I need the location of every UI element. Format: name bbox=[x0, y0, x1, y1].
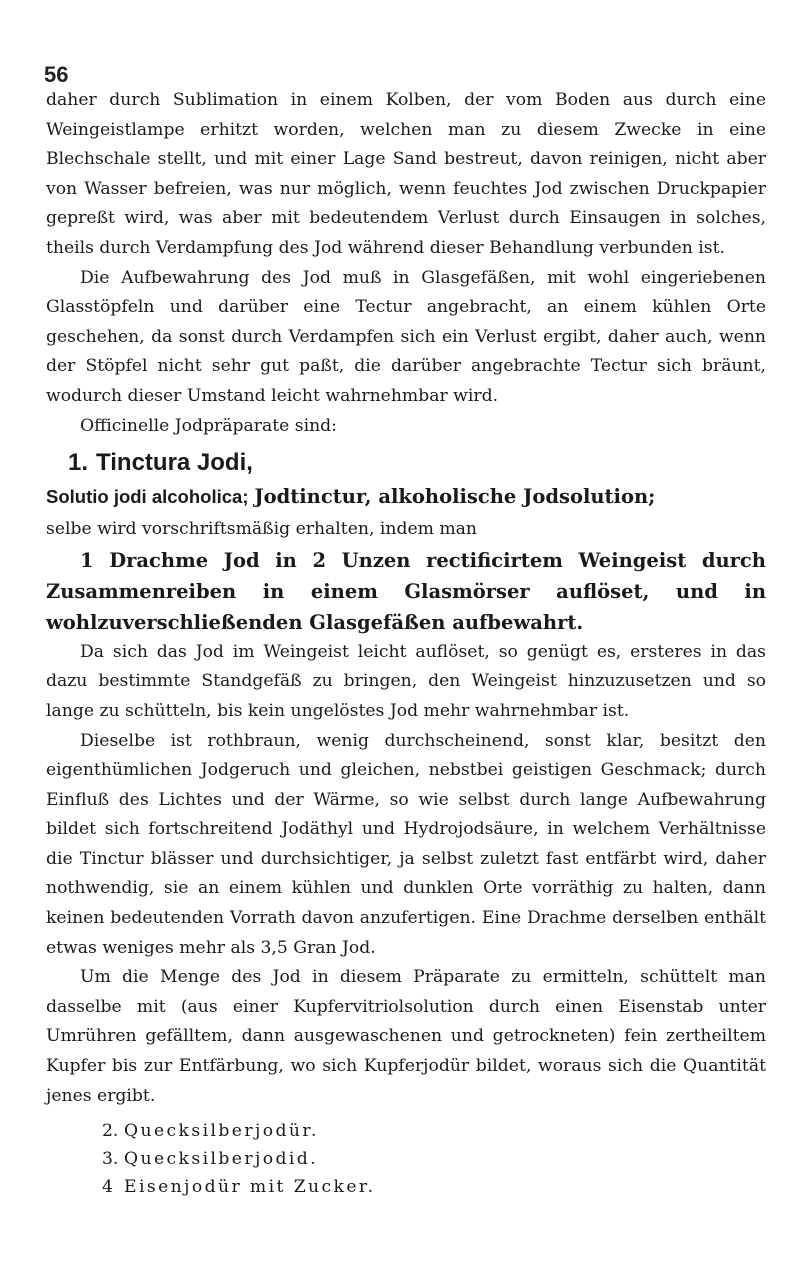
subtitle-german: Jodtinctur, alkoholische Jodsolution; bbox=[254, 485, 656, 509]
recipe-text: 1 Drachme Jod in 2 Unzen rectificirtem Weingeist durch Zusammenreiben in einem Glasmörser auflöset, und in wohlzuverschließenden Glasgefäßen aufbewahrt. bbox=[46, 548, 766, 634]
paragraph-preparations-intro: Officinelle Jodpräparate sind: bbox=[80, 415, 337, 436]
list-item: 3. Quecksilberjodid. bbox=[102, 1149, 319, 1170]
preparations-list bbox=[102, 1117, 766, 1201]
section-number: 1. bbox=[68, 449, 89, 477]
section-heading bbox=[68, 449, 766, 477]
paragraph-determination: Um die Menge des Jod in diesem Präparate zu ermitteln, schüttelt man dasselbe mit (aus einer Kupfervitriolsolution durch einen Eisenstab unter Umrühren gefälltem, dann ausgewaschenen und getrockneten) fein zertheiltem Kupfer bis zur Entfärbung, wo sich Kupferjodür bildet, woraus sich die Quantität jenes ergibt. bbox=[46, 967, 766, 1106]
section-subtitle bbox=[46, 481, 766, 513]
page-body bbox=[46, 86, 766, 1201]
paragraph-storage: Die Aufbewahrung des Jod muß in Glasgefäßen, mit wohl eingeriebenen Glasstöpfeln und darüber eine Tectur angebracht, an einem kühlen Orte geschehen, da sonst durch Verdampfen sich ein Verlust ergibt, daher auch, wenn der Stöpfel nicht sehr gut paßt, die darüber angebrachte Tectur sich bräunt, wodurch dieser Umstand leicht wahrnehmbar wird. bbox=[46, 267, 766, 406]
list-item: 4 Eisenjodür mit Zucker. bbox=[102, 1177, 376, 1198]
recipe-intro: selbe wird vorschriftsmäßig erhalten, indem man bbox=[46, 519, 477, 540]
paragraph-dissolution: Da sich das Jod im Weingeist leicht auflöset, so genügt es, ersteres in das dazu bestimmte Standgefäß zu bringen, den Weingeist hinzuzusetzen und so lange zu schütteln, bis kein ungelöstes Jod mehr wahrnehmbar ist. bbox=[46, 641, 766, 721]
paragraph-sublimation: daher durch Sublimation in einem Kolben, der vom Boden aus durch eine Weingeistlampe erhitzt worden, welchen man zu diesem Zwecke in eine Blechschale stellt, und mit einer Lage Sand bestreut, davon reinigen, nicht aber von Wasser befreien, was nur möglich, wenn feuchtes Jod zwischen Druckpapier gepreßt wird, was aber mit bedeutendem Verlust durch Einsaugen in solches, theils durch Verdampfung des Jod während dieser Behandlung verbunden ist. bbox=[46, 90, 766, 258]
paragraph-properties: Dieselbe ist rothbraun, wenig durchscheinend, sonst klar, besitzt den eigenthümlichen Jodgeruch und gleichen, nebstbei geistigen Geschmack; durch Einfluß des Lichtes und der Wärme, so wie selbst durch lange Aufbewahrung bildet sich fortschreitend Jodäthyl und Hydrojodsäure, in welchem Verhältnisse die Tinctur blässer und durchsichtiger, ja selbst zuletzt fast entfärbt wird, daher nothwendig, sie an einem kühlen und dunklen Orte vorräthig zu halten, dann keinen bedeutenden Vorrath davon anzufertigen. Eine Drachme derselben enthält etwas weniges mehr als 3,5 Gran Jod. bbox=[46, 730, 766, 958]
section-title: Tinctura Jodi, bbox=[96, 449, 253, 477]
subtitle-latin: Solutio jodi alcoholica; bbox=[46, 486, 249, 508]
list-item: 2. Quecksilberjodür. bbox=[102, 1121, 319, 1142]
page-number: 56 bbox=[44, 62, 69, 87]
